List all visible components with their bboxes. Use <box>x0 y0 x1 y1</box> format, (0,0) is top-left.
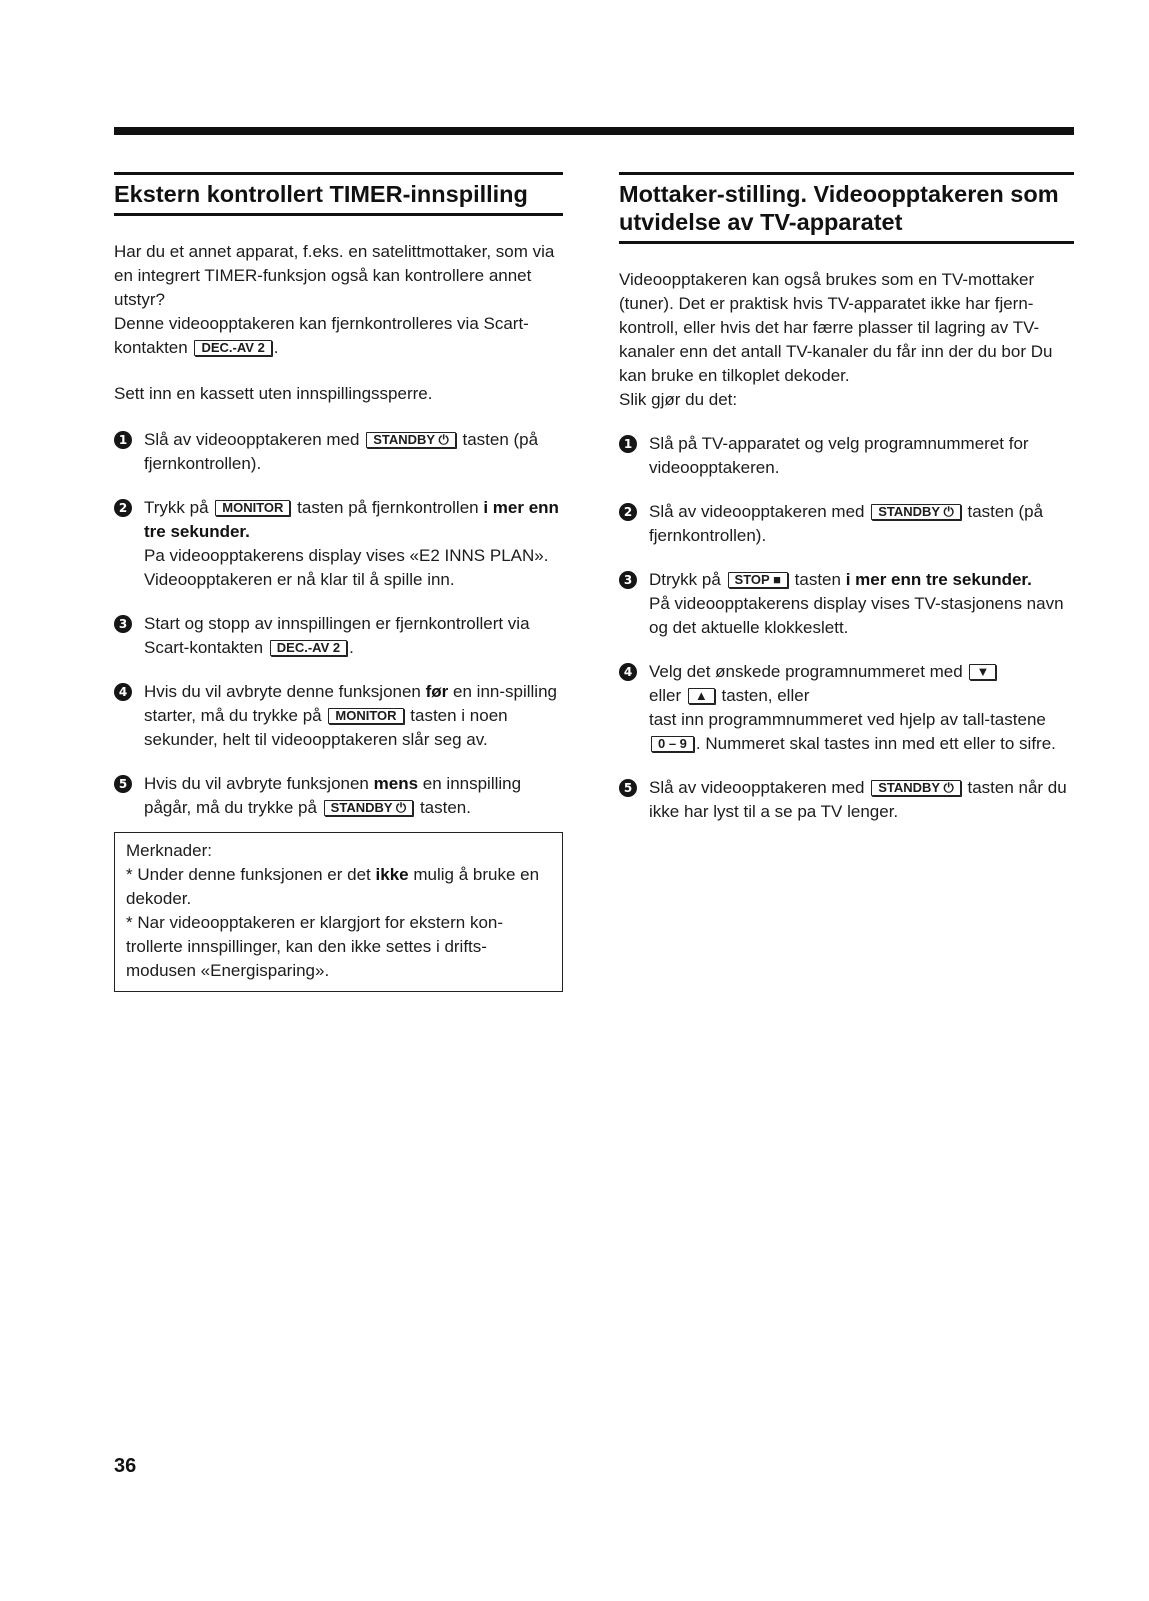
standby-key: STANDBY ⏻ <box>871 780 961 796</box>
intro-paragraph-2: Denne videoopptakeren kan fjernkontrolleres via Scart-kontakten DEC.-AV 2 . <box>114 314 529 357</box>
step-number: 3 <box>114 615 132 633</box>
step-5: 5 Slå av videoopptakeren med STANDBY ⏻ tasten når du ikke har lyst til a se pa TV lenger. <box>619 776 1074 824</box>
dec-av2-key: DEC.-AV 2 <box>270 640 347 656</box>
number-keys: 0 – 9 <box>651 736 694 752</box>
step-number: 4 <box>619 663 637 681</box>
notes-heading: Merknader: <box>126 841 212 860</box>
top-rule <box>114 127 1074 135</box>
step-4: 4 Velg det ønskede programnummeret med ▼ eller ▲ tasten, eller tast inn programmnummeret ved hjelp av tall-tastene 0 – 9 . Nummeret skal tastes inn med ett eller to sifre. <box>619 660 1074 756</box>
step-5: 5 Hvis du vil avbryte funksjonen mens en innspilling pågår, må du trykke på STANDBY ⏻ tasten. <box>114 772 563 820</box>
step-number: 2 <box>114 499 132 517</box>
standby-key: STANDBY ⏻ <box>324 800 414 816</box>
step-number: 1 <box>619 435 637 453</box>
step-3: 3 Dtrykk på STOP ■ tasten i mer enn tre sekunder. På videoopptakerens display vises TV-stasjonens navn og det aktuelle klokkeslett. <box>619 568 1074 640</box>
step-3: 3 Start og stopp av innspillingen er fjernkontrollert via Scart-kontakten DEC.-AV 2 . <box>114 612 563 660</box>
section-title: Ekstern kontrollert TIMER-innspilling <box>114 181 528 207</box>
left-column <box>114 172 563 992</box>
note-2: * Nar videoopptakeren er klargjort for ekstern kon-trollerte innspillinger, kan den ikke settes i drifts-modusen «Energisparing». <box>126 913 504 980</box>
section-title: Mottaker-stilling. Videoopptakeren som utvidelse av TV-apparatet <box>619 181 1059 235</box>
step-number: 5 <box>114 775 132 793</box>
intro-paragraph: Videoopptakeren kan også brukes som en TV-mottaker (tuner). Det er praktisk hvis TV-apparatet ikke har fjern-kontroll, eller hvis det har færre plasser til lagring av TV-kanaler enn det antall TV-kanaler du får inn der du bor Du kan bruke en tilkoplet dekoder. <box>619 270 1053 385</box>
page-number: 36 <box>114 1455 137 1477</box>
step-1: 1 Slå på TV-apparatet og velg programnummeret for videoopptakeren. <box>619 432 1074 480</box>
step-number: 4 <box>114 683 132 701</box>
step-2: 2 Slå av videoopptakeren med STANDBY ⏻ tasten (på fjernkontrollen). <box>619 500 1074 548</box>
step-list <box>114 428 563 820</box>
step-number: 1 <box>114 431 132 449</box>
down-key: ▼ <box>969 664 996 680</box>
intro-paragraph-2: Slik gjør du det: <box>619 390 738 409</box>
intro-paragraph-3: Sett inn en kassett uten innspillingssperre. <box>114 384 433 403</box>
dec-av2-key: DEC.-AV 2 <box>194 340 271 356</box>
intro-paragraph: Har du et annet apparat, f.eks. en satelittmottaker, som via en integrert TIMER-funksjon også kan kontrollere annet utstyr? <box>114 242 555 309</box>
stop-key: STOP ■ <box>728 572 788 588</box>
step-number: 3 <box>619 571 637 589</box>
step-1: 1 Slå av videoopptakeren med STANDBY ⏻ tasten (på fjernkontrollen). <box>114 428 563 476</box>
step-number: 5 <box>619 779 637 797</box>
monitor-key: MONITOR <box>328 708 403 724</box>
up-key: ▲ <box>688 688 715 704</box>
step-2: 2 Trykk på MONITOR tasten på fjernkontrollen i mer enn tre sekunder. Pa videoopptakerens display vises «E2 INNS PLAN». Videoopptakeren er nå klar til å spille inn. <box>114 496 563 592</box>
monitor-key: MONITOR <box>215 500 290 516</box>
standby-key: STANDBY ⏻ <box>871 504 961 520</box>
notes-box <box>114 832 563 992</box>
step-number: 2 <box>619 503 637 521</box>
step-list <box>619 432 1074 824</box>
standby-key: STANDBY ⏻ <box>366 432 456 448</box>
right-column <box>619 172 1074 824</box>
step-4: 4 Hvis du vil avbryte denne funksjonen før en inn-spilling starter, må du trykke på MONITOR tasten i noen sekunder, helt til videoopptakeren slår seg av. <box>114 680 563 752</box>
note-1: * Under denne funksjonen er det ikke mulig å bruke en dekoder. <box>126 865 540 908</box>
